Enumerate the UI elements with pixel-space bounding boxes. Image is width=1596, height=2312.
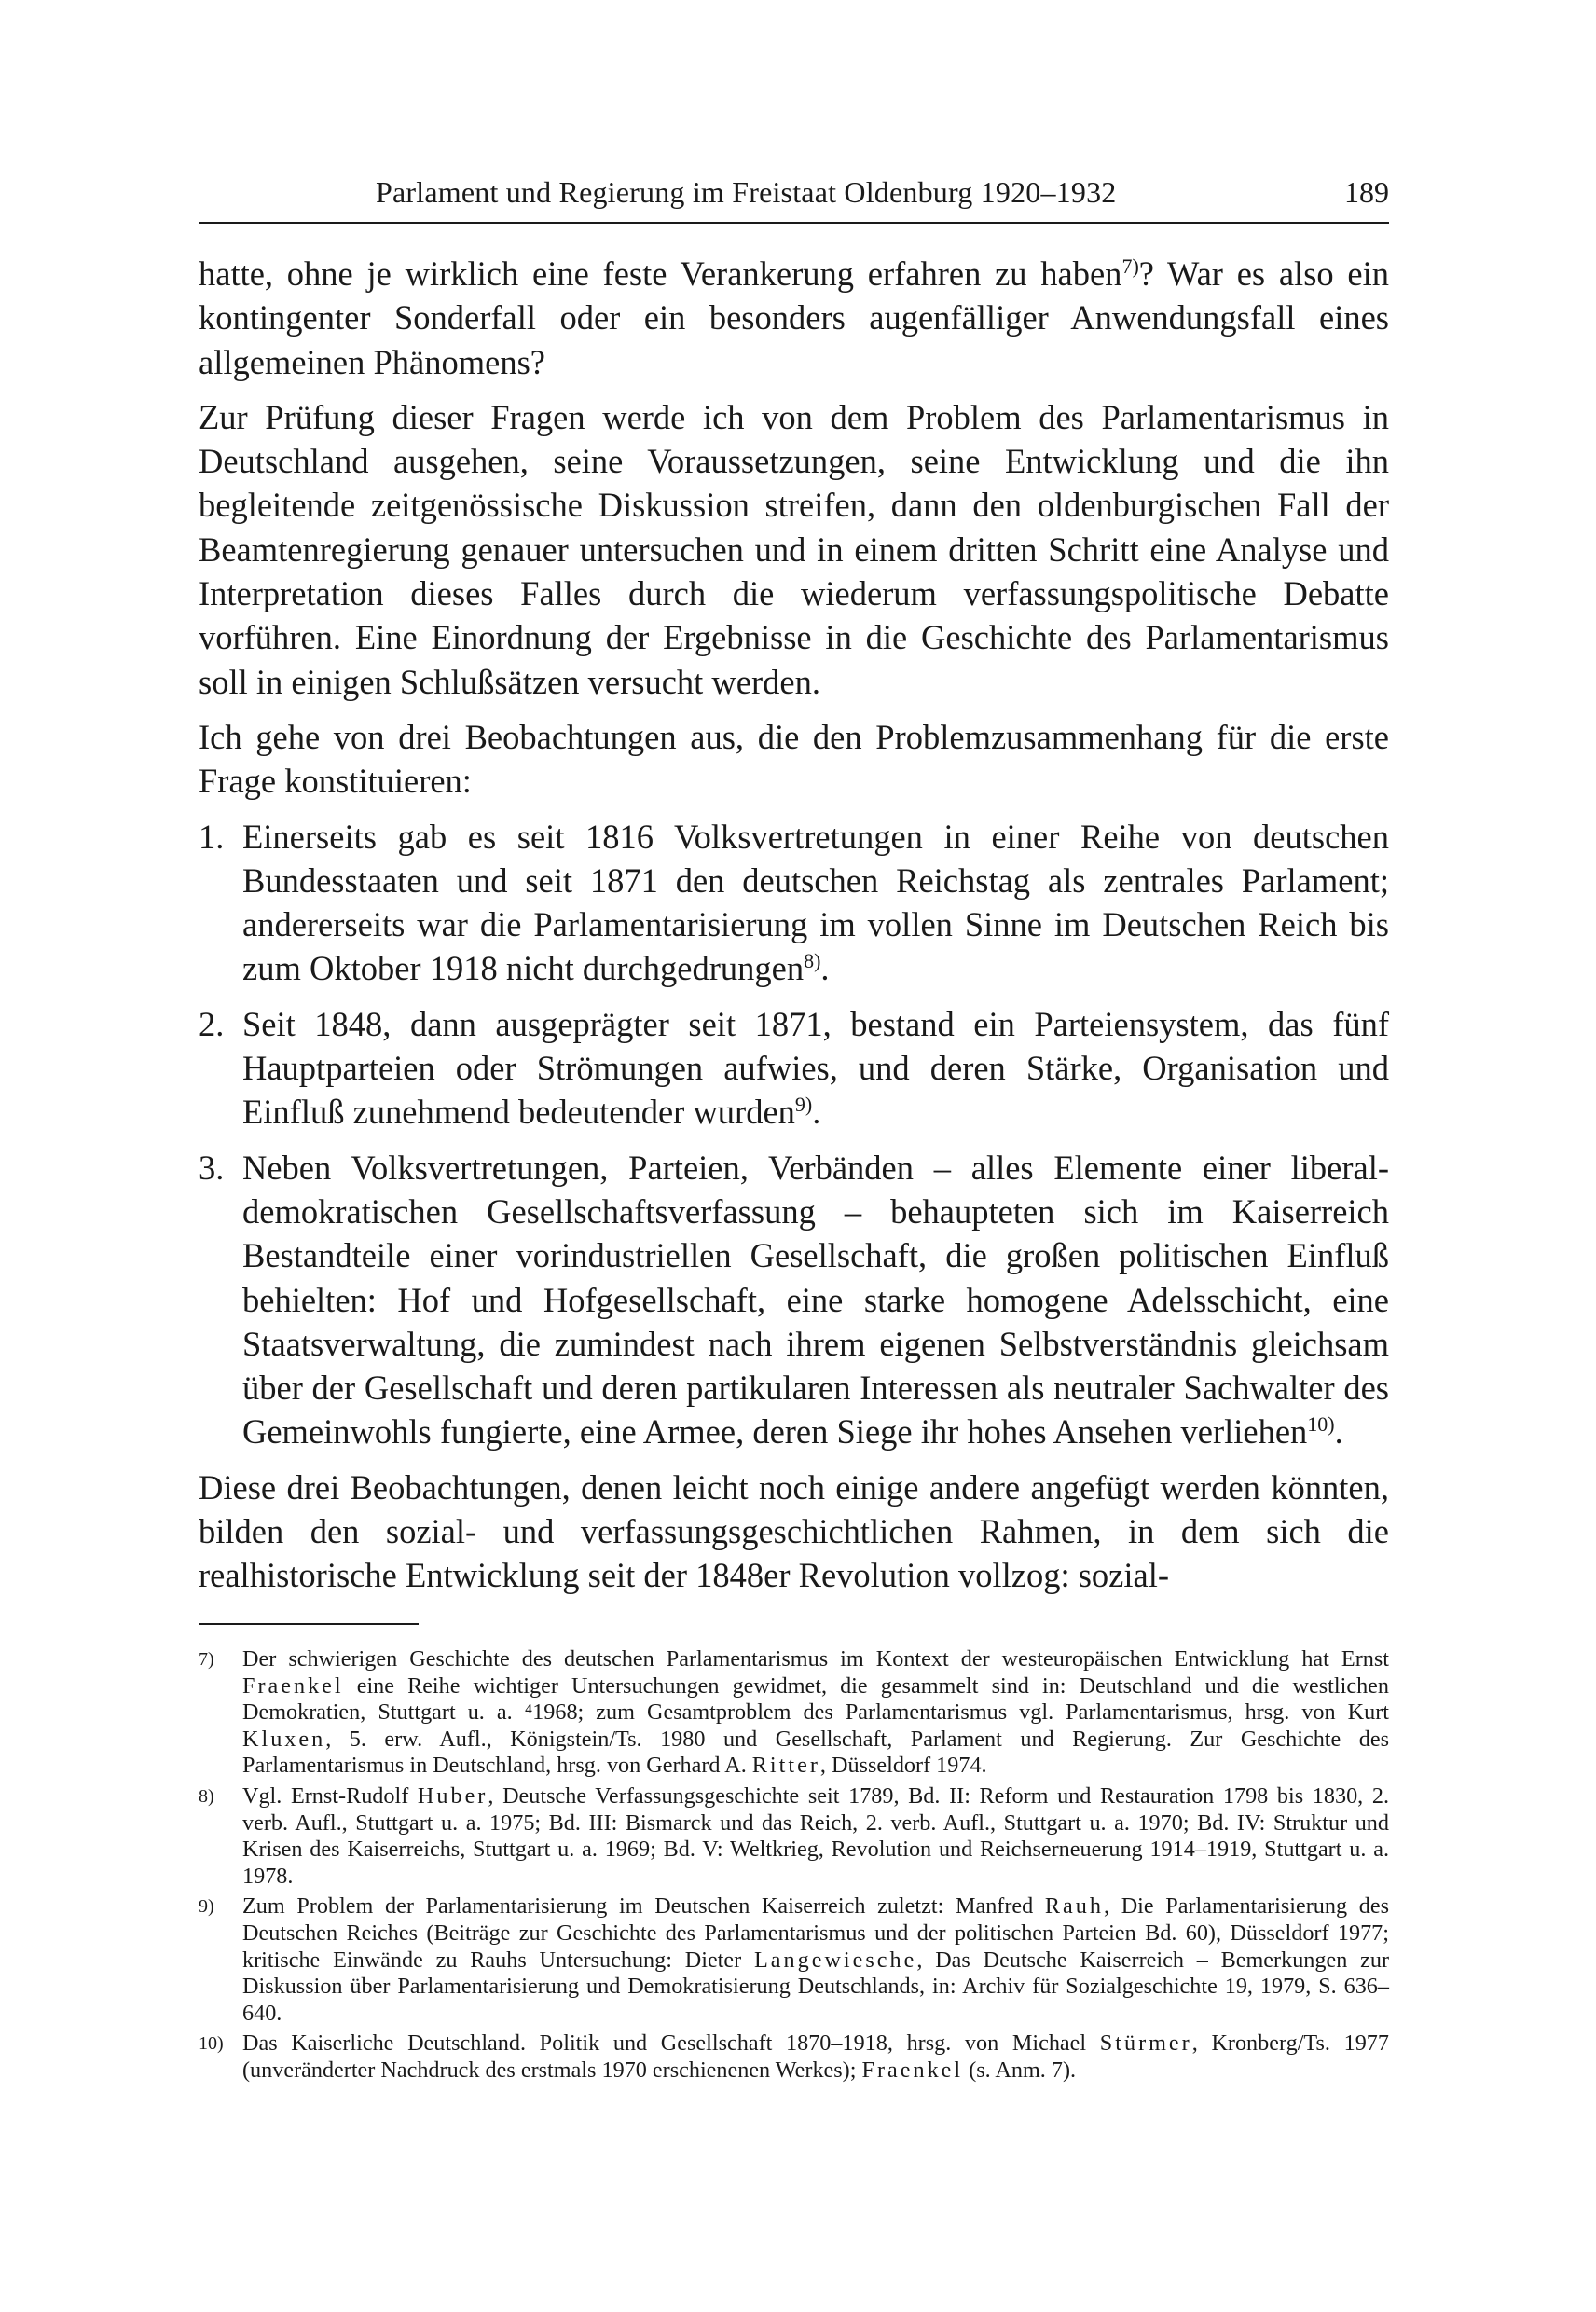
list-item-number: 3. xyxy=(199,1148,225,1187)
footnote-text: Der schwierigen Geschichte des deutschen Parlamentarismus im Kontext der westeuropäischen Entwicklung hat Ernst xyxy=(242,1646,1389,1672)
footnote-text: , Deutsche Verfassungsgeschichte seit 1789, Bd. II: Reform und Restauration 1798 bis 1830, 2. verb. Aufl., Stuttgart u. a. 1975; Bd. III: Bismarck und das Reich, 2. verb. Aufl., Stuttgart u. a. 1970; Bd. IV: Struktur und Krisen des Kaiserreichs, Stuttgart u. a. 1969; Bd. V: Weltkrieg, Revolution und Reichserneuerung 1914–1919, Stuttgart u. a. 1978. xyxy=(242,1782,1389,1889)
paragraph-4: Diese drei Beobachtungen, denen leicht noch einige andere angefügt werden könnten, bilden den sozial- und verfassungsgeschichtlichen Rahmen, in dem sich die realhistorische Entwicklung seit der 1848er Revolution vollzog: sozial- xyxy=(199,1467,1389,1595)
paragraph-1-text-b: ? War es also ein kontingenter Sonderfall oder ein besonders augenfälliger Anwendungsfall eines allgemeinen Phänomens? xyxy=(199,255,1389,381)
author-name: Ritter xyxy=(751,1753,820,1779)
page-number: 189 xyxy=(1344,175,1389,209)
footnote-ref-8: 8) xyxy=(804,949,821,973)
footnote-text: , 5. erw. Aufl., Königstein/Ts. 1980 und Gesellschaft, Parlament und Regierung. Zur Geschichte des Parlamentarismus in Deutschland, hrsg. von Gerhard A. xyxy=(242,1726,1389,1779)
list-item-text: Seit 1848, dann ausgeprägter seit 1871, bestand ein Parteiensystem, das fünf Hauptparteien oder Strömungen aufwies, und deren Stärke, Organisation und Einfluß zunehmend bedeutender wurden xyxy=(242,1004,1389,1132)
footnote-7 xyxy=(199,1646,1389,1780)
author-name: Stürmer xyxy=(1099,2030,1192,2057)
list-item-text: Neben Volksvertretungen, Parteien, Verbänden – alles Elemente einer liberaldemokratischen Gesellschaftsverfassung – behaupteten sich im Kaiserreich Bestandteile einer vorindustriellen Gesellschaft, die großen politischen Einfluß behielten: Hof und Hofgesellschaft, eine starke homogene Adelsschicht, eine Staatsverwaltung, die zumindest nach ihrem eigenen Selbstverständnis gleichsam über der Gesellschaft und deren partikularen Interessen als neutraler Sachwalter des Gemeinwohls fungierte, eine Armee, deren Siege ihr hohes Ansehen verliehen xyxy=(242,1148,1389,1452)
footnote-text: (s. Anm. 7). xyxy=(963,2057,1077,2083)
list-item-end: . xyxy=(820,949,830,988)
footnote-text: eine Reihe wichtiger Untersuchungen gewidmet, die gesammelt sind in: Deutschland und die westlichen Demokratien, Stuttgart u. a. ⁴1968; zum Gesamtproblem des Parlamentarismus vgl. Parlamentarismus, hrsg. von Kurt xyxy=(242,1672,1389,1726)
book-page xyxy=(199,0,1389,2312)
footnote-text: , Düsseldorf 1974. xyxy=(819,1753,987,1779)
body-text xyxy=(199,252,1389,1609)
footnote-ref-7: 7) xyxy=(1121,254,1139,278)
footnote-text: , Die Parlamentarisierung des Deutschen Reiches (Beiträge zur Geschichte des Parlamentarismus und der politischen Parteien Bd. 60), Düsseldorf 1977; kritische Einwände zu Rauhs Untersuchung: Dieter xyxy=(242,1893,1389,1973)
list-item-text: Einerseits gab es seit 1816 Volksvertretungen in einer Reihe von deutschen Bundesstaaten und seit 1871 den deutschen Reichstag als zentrales Parlament; andererseits war die Parlamentarisierung im vollen Sinne im Deutschen Reich bis zum Oktober 1918 nicht durchgedrungen xyxy=(242,817,1389,988)
paragraph-1-text-a: hatte, ohne je wirklich eine feste Verankerung erfahren zu haben xyxy=(199,255,1122,293)
paragraph-2: Zur Prüfung dieser Fragen werde ich von dem Problem des Parlamentarismus in Deutschland ausgehen, seine Voraussetzungen, seine Entwicklung und die ihn begleitende zeitgenössische Diskussion streifen, dann den oldenburgischen Fall der Beamtenregierung genauer untersuchen und in einem dritten Schritt eine Analyse und Interpretation dieses Falles durch die wiederum verfassungspolitische Debatte vorführen. Eine Einordnung der Ergebnisse in die Geschichte des Parlamentarismus soll in einigen Schlußsätzen versucht werden. xyxy=(199,397,1389,701)
author-name: Langewiesche xyxy=(754,1947,917,1973)
list-item xyxy=(199,1146,1389,1454)
footnote-mark: 7) xyxy=(199,1649,214,1670)
list-item xyxy=(199,815,1389,991)
author-name: Rauh xyxy=(1044,1893,1104,1920)
footnote-mark: 8) xyxy=(199,1785,214,1807)
footnotes xyxy=(199,1646,1389,2088)
running-title: Parlament und Regierung im Freistaat Oldenburg 1920–1932 xyxy=(376,175,1117,209)
author-name: Kluxen xyxy=(242,1726,326,1752)
author-name: Huber xyxy=(417,1782,488,1809)
running-head xyxy=(199,173,1389,224)
footnote-text: , Kronberg/Ts. 1977 (unveränderter Nachdruck des erstmals 1970 erschienenen Werkes); xyxy=(242,2030,1389,2083)
observation-list xyxy=(199,815,1389,1454)
paragraph-3: Ich gehe von drei Beobachtungen aus, die den Problemzusammenhang für die erste Frage konstituieren: xyxy=(199,717,1389,801)
footnote-ref-9: 9) xyxy=(794,1093,813,1117)
footnote-mark: 9) xyxy=(199,1896,214,1918)
footnote-9 xyxy=(199,1893,1389,2027)
list-item-number: 2. xyxy=(199,1004,225,1043)
paragraph-1 xyxy=(199,252,1389,384)
footnote-text: Vgl. Ernst-Rudolf xyxy=(242,1782,418,1809)
author-name: Fraenkel xyxy=(242,1672,344,1699)
footnote-text: , Das Deutsche Kaiserreich – Bemerkungen zur Diskussion über Parlamentarisierung und Demokratisierung Deutschlands, in: Archiv für Sozialgeschichte 19, 1979, S. 636–640. xyxy=(242,1947,1389,2026)
footnote-text: Zum Problem der Parlamentarisierung im Deutschen Kaiserreich zuletzt: Manfred xyxy=(242,1893,1045,1920)
list-item-end: . xyxy=(1334,1412,1343,1452)
footnote-ref-10: 10) xyxy=(1307,1412,1335,1437)
list-item-end: . xyxy=(812,1093,821,1132)
footnote-rule xyxy=(199,1623,419,1625)
footnote-mark: 10) xyxy=(199,2033,224,2055)
list-item-number: 1. xyxy=(199,817,225,856)
list-item xyxy=(199,1002,1389,1135)
footnote-10 xyxy=(199,2030,1389,2084)
footnote-text: Das Kaiserliche Deutschland. Politik und Gesellschaft 1870–1918, hrsg. von Michael xyxy=(242,2030,1100,2057)
author-name: Fraenkel xyxy=(861,2057,964,2083)
footnote-8 xyxy=(199,1783,1389,1890)
